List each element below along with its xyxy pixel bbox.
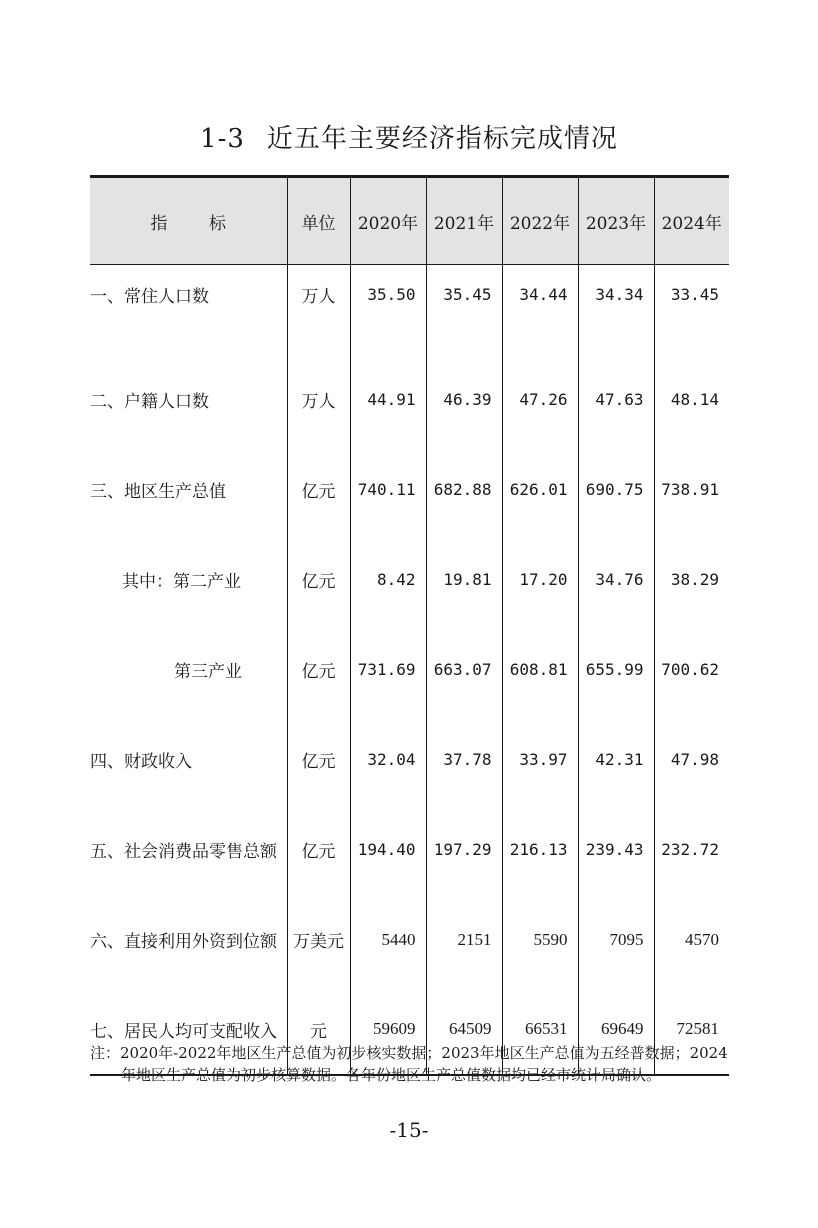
cell-value: 682.88	[426, 445, 502, 535]
row-label: 三、地区生产总值	[90, 482, 226, 502]
cell-value: 239.43	[578, 805, 654, 895]
table-number: 1-3	[200, 124, 245, 154]
table-row-retail-sales	[90, 805, 729, 895]
cell-value: 5440	[350, 895, 426, 985]
row-unit: 亿元	[287, 715, 350, 805]
row-label: 六、直接利用外资到位额	[90, 932, 277, 952]
row-unit: 万人	[287, 355, 350, 445]
table-title-text: 近五年主要经济指标完成情况	[266, 124, 618, 154]
cell-value: 47.98	[654, 715, 729, 805]
row-unit: 亿元	[287, 535, 350, 625]
cell-value: 700.62	[654, 625, 729, 715]
table-row-foreign-investment	[90, 895, 729, 985]
footnote-line-1: 注：2020年-2022年地区生产总值为初步核实数据；2023年地区生产总值为五经普数据；2024	[90, 1044, 728, 1062]
cell-value: 740.11	[350, 445, 426, 535]
cell-value: 47.63	[578, 355, 654, 445]
cell-value: 59609	[350, 985, 426, 1075]
header-unit: 单位	[287, 177, 350, 265]
row-label: 七、居民人均可支配收入	[90, 985, 287, 1075]
cell-value: 655.99	[578, 625, 654, 715]
cell-value: 69649	[578, 985, 654, 1075]
cell-value: 48.14	[654, 355, 729, 445]
table-footnote	[90, 1042, 730, 1086]
cell-value: 34.34	[578, 265, 654, 355]
cell-value: 34.76	[578, 535, 654, 625]
row-label: 四、财政收入	[90, 752, 192, 772]
header-year-2020: 2020年	[350, 177, 426, 265]
cell-value: 690.75	[578, 445, 654, 535]
cell-value: 194.40	[350, 805, 426, 895]
table-row-fiscal-revenue	[90, 715, 729, 805]
row-unit: 万美元	[287, 895, 350, 985]
header-year-2021: 2021年	[426, 177, 502, 265]
table-row-secondary-industry	[90, 535, 729, 625]
row-unit: 万人	[287, 265, 350, 355]
cell-value: 72581	[654, 985, 729, 1075]
cell-value: 19.81	[426, 535, 502, 625]
row-unit: 亿元	[287, 445, 350, 535]
cell-value: 608.81	[502, 625, 578, 715]
cell-value: 5590	[502, 895, 578, 985]
table-row-tertiary-industry	[90, 625, 729, 715]
header-year-2023: 2023年	[578, 177, 654, 265]
cell-value: 66531	[502, 985, 578, 1075]
cell-value: 42.31	[578, 715, 654, 805]
header-year-2024: 2024年	[654, 177, 729, 265]
cell-value: 8.42	[350, 535, 426, 625]
cell-value: 17.20	[502, 535, 578, 625]
row-label: 一、常住人口数	[90, 287, 209, 308]
footnote-line-2: 年地区生产总值为初步核算数据。各年份地区生产总值数据均已经市统计局确认。	[121, 1066, 662, 1084]
cell-value: 34.44	[502, 265, 578, 355]
cell-value: 4570	[654, 895, 729, 985]
cell-value: 33.45	[654, 265, 729, 355]
row-unit: 亿元	[287, 625, 350, 715]
page-title	[0, 118, 818, 155]
row-unit: 亿元	[287, 805, 350, 895]
cell-value: 197.29	[426, 805, 502, 895]
header-year-2022: 2022年	[502, 177, 578, 265]
cell-value: 626.01	[502, 445, 578, 535]
row-unit: 元	[287, 985, 350, 1075]
cell-value: 38.29	[654, 535, 729, 625]
table-row-gdp	[90, 445, 729, 535]
indicators-table	[90, 175, 729, 1076]
table-header-row	[90, 177, 729, 265]
cell-value: 64509	[426, 985, 502, 1075]
cell-value: 35.45	[426, 265, 502, 355]
cell-value: 47.26	[502, 355, 578, 445]
row-label: 二、户籍人口数	[90, 392, 209, 412]
cell-value: 46.39	[426, 355, 502, 445]
cell-value: 32.04	[350, 715, 426, 805]
table-row-resident-population	[90, 265, 729, 355]
row-label: 其中：第二产业	[122, 572, 241, 592]
table-row-registered-population	[90, 355, 729, 445]
cell-value: 232.72	[654, 805, 729, 895]
page-number: -15-	[389, 1118, 429, 1142]
cell-value: 37.78	[426, 715, 502, 805]
cell-value: 216.13	[502, 805, 578, 895]
cell-value: 33.97	[502, 715, 578, 805]
cell-value: 2151	[426, 895, 502, 985]
cell-value: 35.50	[350, 265, 426, 355]
cell-value: 738.91	[654, 445, 729, 535]
header-indicator: 指 标	[90, 177, 287, 265]
row-label: 五、社会消费品零售总额	[90, 842, 277, 862]
cell-value: 731.69	[350, 625, 426, 715]
cell-value: 7095	[578, 895, 654, 985]
cell-value: 44.91	[350, 355, 426, 445]
cell-value: 663.07	[426, 625, 502, 715]
row-label: 第三产业	[174, 662, 242, 682]
